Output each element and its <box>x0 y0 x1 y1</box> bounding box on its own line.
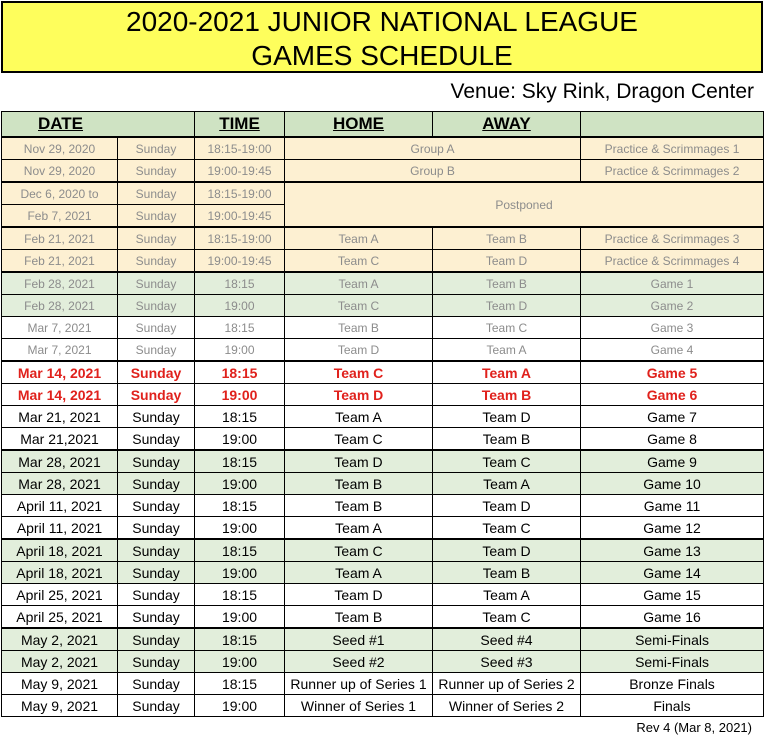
date-cell: Mar 14, 2021 <box>2 361 118 384</box>
day-cell: Sunday <box>118 517 195 540</box>
table-row <box>2 562 764 584</box>
date-cell: May 9, 2021 <box>2 673 118 695</box>
game-cell: Game 4 <box>581 339 764 362</box>
day-cell: Sunday <box>118 339 195 362</box>
header-home: HOME <box>285 112 433 138</box>
home-cell: Team C <box>285 361 433 384</box>
away-cell: Team B <box>433 384 581 406</box>
game-cell: Practice & Scrimmages 2 <box>581 160 764 183</box>
away-cell: Team A <box>433 473 581 495</box>
day-cell: Sunday <box>118 673 195 695</box>
date-cell: Dec 6, 2020 to <box>2 182 118 205</box>
postponed-cell: Postponed <box>285 182 764 227</box>
date-cell: Nov 29, 2020 <box>2 137 118 160</box>
away-cell: Team B <box>433 562 581 584</box>
game-cell: Game 13 <box>581 539 764 562</box>
game-cell: Practice & Scrimmages 1 <box>581 137 764 160</box>
table-row <box>2 495 764 517</box>
time-cell: 18:15 <box>195 272 285 295</box>
date-cell: Feb 28, 2021 <box>2 272 118 295</box>
game-cell: Semi-Finals <box>581 651 764 673</box>
away-cell: Team A <box>433 339 581 362</box>
group-cell: Group B <box>285 160 581 183</box>
game-cell: Game 2 <box>581 295 764 317</box>
time-cell: 19:00 <box>195 651 285 673</box>
time-cell: 18:15 <box>195 406 285 428</box>
time-cell: 18:15-19:00 <box>195 137 285 160</box>
time-cell: 19:00 <box>195 295 285 317</box>
away-cell: Team B <box>433 428 581 451</box>
date-cell: Mar 28, 2021 <box>2 473 118 495</box>
date-cell: May 2, 2021 <box>2 651 118 673</box>
game-cell: Game 12 <box>581 517 764 540</box>
time-cell: 18:15-19:00 <box>195 182 285 205</box>
date-cell: Feb 21, 2021 <box>2 250 118 273</box>
game-cell: Game 1 <box>581 272 764 295</box>
home-cell: Seed #2 <box>285 651 433 673</box>
home-cell: Team C <box>285 428 433 451</box>
game-cell: Finals <box>581 695 764 717</box>
home-cell: Team C <box>285 250 433 273</box>
time-cell: 18:15 <box>195 450 285 473</box>
away-cell: Team C <box>433 450 581 473</box>
time-cell: 19:00 <box>195 384 285 406</box>
away-cell: Team D <box>433 495 581 517</box>
date-cell: Feb 7, 2021 <box>2 205 118 228</box>
home-cell: Team A <box>285 272 433 295</box>
day-cell: Sunday <box>118 495 195 517</box>
away-cell: Team B <box>433 272 581 295</box>
day-cell: Sunday <box>118 606 195 629</box>
day-cell: Sunday <box>118 473 195 495</box>
home-cell: Team B <box>285 473 433 495</box>
time-cell: 19:00-19:45 <box>195 250 285 273</box>
date-cell: April 25, 2021 <box>2 584 118 606</box>
table-row <box>2 137 764 160</box>
day-cell: Sunday <box>118 182 195 205</box>
time-cell: 19:00-19:45 <box>195 205 285 228</box>
away-cell: Team D <box>433 295 581 317</box>
game-cell: Game 9 <box>581 450 764 473</box>
away-cell: Team B <box>433 227 581 250</box>
title-line-1: 2020-2021 JUNIOR NATIONAL LEAGUE <box>126 6 638 37</box>
title-banner <box>1 1 763 73</box>
header-row <box>2 112 764 138</box>
schedule-table <box>1 111 764 717</box>
away-cell: Team D <box>433 406 581 428</box>
home-cell: Team B <box>285 495 433 517</box>
home-cell: Team A <box>285 562 433 584</box>
home-cell: Winner of Series 1 <box>285 695 433 717</box>
home-cell: Team D <box>285 584 433 606</box>
date-cell: Feb 21, 2021 <box>2 227 118 250</box>
table-row <box>2 651 764 673</box>
day-cell: Sunday <box>118 205 195 228</box>
date-cell: April 18, 2021 <box>2 562 118 584</box>
home-cell: Team C <box>285 295 433 317</box>
game-cell: Game 10 <box>581 473 764 495</box>
time-cell: 18:15 <box>195 628 285 651</box>
away-cell: Team D <box>433 250 581 273</box>
time-cell: 18:15 <box>195 317 285 339</box>
date-cell: Nov 29, 2020 <box>2 160 118 183</box>
table-row <box>2 250 764 273</box>
time-cell: 18:15 <box>195 361 285 384</box>
date-cell: Feb 28, 2021 <box>2 295 118 317</box>
home-cell: Team D <box>285 339 433 362</box>
table-row <box>2 517 764 540</box>
time-cell: 19:00 <box>195 695 285 717</box>
header-time: TIME <box>195 112 285 138</box>
date-cell: April 11, 2021 <box>2 517 118 540</box>
group-cell: Group A <box>285 137 581 160</box>
date-cell: Mar 7, 2021 <box>2 317 118 339</box>
table-row <box>2 295 764 317</box>
away-cell: Seed #3 <box>433 651 581 673</box>
day-cell: Sunday <box>118 227 195 250</box>
date-cell: Mar 21,2021 <box>2 428 118 451</box>
away-cell: Team C <box>433 606 581 629</box>
away-cell: Seed #4 <box>433 628 581 651</box>
away-cell: Team C <box>433 317 581 339</box>
day-cell: Sunday <box>118 250 195 273</box>
date-cell: Mar 21, 2021 <box>2 406 118 428</box>
table-row <box>2 160 764 183</box>
day-cell: Sunday <box>118 361 195 384</box>
date-cell: April 25, 2021 <box>2 606 118 629</box>
day-cell: Sunday <box>118 160 195 183</box>
table-row <box>2 384 764 406</box>
table-row <box>2 584 764 606</box>
home-cell: Team D <box>285 450 433 473</box>
day-cell: Sunday <box>118 428 195 451</box>
game-cell: Game 7 <box>581 406 764 428</box>
time-cell: 19:00-19:45 <box>195 160 285 183</box>
date-cell: May 9, 2021 <box>2 695 118 717</box>
table-row <box>2 361 764 384</box>
venue-label: Venue: Sky Rink, Dragon Center <box>450 80 754 103</box>
home-cell: Team A <box>285 406 433 428</box>
day-cell: Sunday <box>118 651 195 673</box>
game-cell: Practice & Scrimmages 3 <box>581 227 764 250</box>
time-cell: 19:00 <box>195 428 285 451</box>
table-row <box>2 406 764 428</box>
time-cell: 19:00 <box>195 473 285 495</box>
table-row <box>2 428 764 451</box>
date-cell: April 11, 2021 <box>2 495 118 517</box>
away-cell: Winner of Series 2 <box>433 695 581 717</box>
game-cell: Practice & Scrimmages 4 <box>581 250 764 273</box>
time-cell: 18:15 <box>195 673 285 695</box>
time-cell: 19:00 <box>195 562 285 584</box>
away-cell: Team A <box>433 584 581 606</box>
day-cell: Sunday <box>118 406 195 428</box>
date-cell: Mar 7, 2021 <box>2 339 118 362</box>
time-cell: 18:15 <box>195 495 285 517</box>
day-cell: Sunday <box>118 295 195 317</box>
time-cell: 18:15 <box>195 539 285 562</box>
day-cell: Sunday <box>118 137 195 160</box>
day-cell: Sunday <box>118 584 195 606</box>
day-cell: Sunday <box>118 317 195 339</box>
game-cell: Bronze Finals <box>581 673 764 695</box>
game-cell: Game 8 <box>581 428 764 451</box>
home-cell: Team C <box>285 539 433 562</box>
away-cell: Runner up of Series 2 <box>433 673 581 695</box>
date-cell: Mar 28, 2021 <box>2 450 118 473</box>
table-row <box>2 272 764 295</box>
table-row <box>2 628 764 651</box>
table-row <box>2 606 764 629</box>
home-cell: Runner up of Series 1 <box>285 673 433 695</box>
time-cell: 19:00 <box>195 517 285 540</box>
game-cell: Game 5 <box>581 361 764 384</box>
table-row <box>2 339 764 362</box>
table-row <box>2 539 764 562</box>
game-cell: Semi-Finals <box>581 628 764 651</box>
time-cell: 18:15 <box>195 584 285 606</box>
home-cell: Team D <box>285 384 433 406</box>
home-cell: Team A <box>285 517 433 540</box>
revision-label: Rev 4 (Mar 8, 2021) <box>636 720 752 735</box>
away-cell: Team C <box>433 517 581 540</box>
game-cell: Game 6 <box>581 384 764 406</box>
day-cell: Sunday <box>118 384 195 406</box>
table-row <box>2 317 764 339</box>
day-cell: Sunday <box>118 539 195 562</box>
time-cell: 19:00 <box>195 339 285 362</box>
header-game <box>581 112 764 138</box>
header-away: AWAY <box>433 112 581 138</box>
time-cell: 19:00 <box>195 606 285 629</box>
date-cell: Mar 14, 2021 <box>2 384 118 406</box>
home-cell: Team B <box>285 606 433 629</box>
game-cell: Game 16 <box>581 606 764 629</box>
table-row <box>2 695 764 717</box>
game-cell: Game 11 <box>581 495 764 517</box>
home-cell: Team B <box>285 317 433 339</box>
game-cell: Game 15 <box>581 584 764 606</box>
home-cell: Team A <box>285 227 433 250</box>
game-cell: Game 3 <box>581 317 764 339</box>
table-row <box>2 182 764 205</box>
day-cell: Sunday <box>118 628 195 651</box>
day-cell: Sunday <box>118 450 195 473</box>
away-cell: Team D <box>433 539 581 562</box>
table-row <box>2 673 764 695</box>
title-line-2: GAMES SCHEDULE <box>251 40 513 71</box>
time-cell: 18:15-19:00 <box>195 227 285 250</box>
header-date: DATE <box>2 112 195 138</box>
day-cell: Sunday <box>118 695 195 717</box>
table-row <box>2 227 764 250</box>
game-cell: Game 14 <box>581 562 764 584</box>
table-row <box>2 450 764 473</box>
date-cell: April 18, 2021 <box>2 539 118 562</box>
date-cell: May 2, 2021 <box>2 628 118 651</box>
home-cell: Seed #1 <box>285 628 433 651</box>
day-cell: Sunday <box>118 562 195 584</box>
day-cell: Sunday <box>118 272 195 295</box>
away-cell: Team A <box>433 361 581 384</box>
table-row <box>2 473 764 495</box>
